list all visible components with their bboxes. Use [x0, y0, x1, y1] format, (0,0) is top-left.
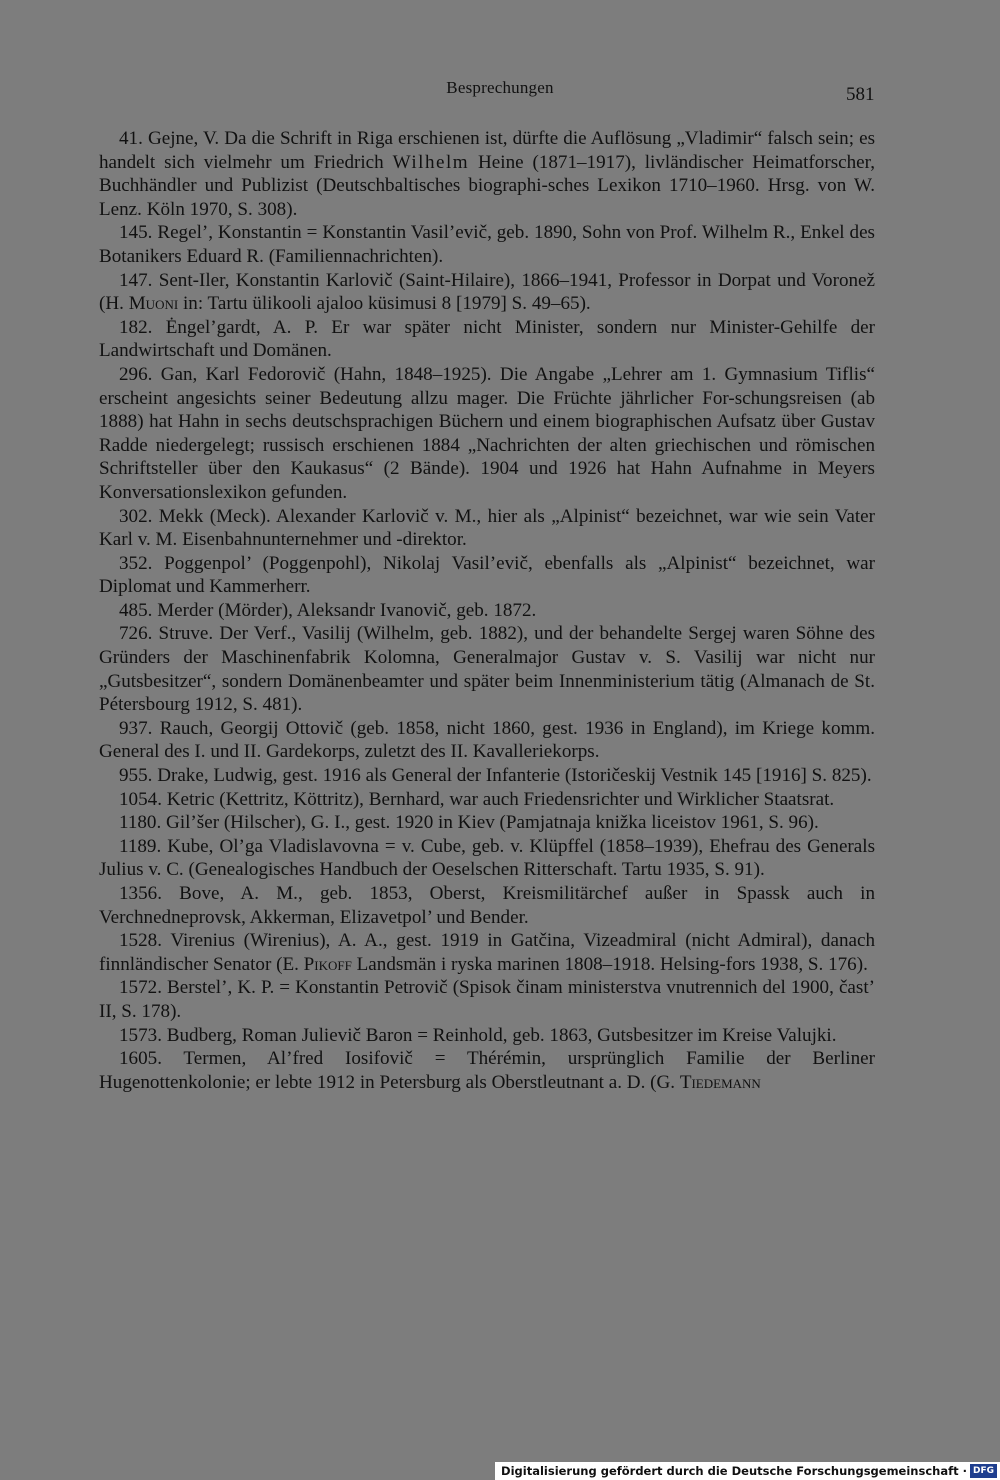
entry-352: 352. Poggenpol’ (Poggenpohl), Nikolaj Vasil’evič, ebenfalls als „Alpinist“ bezeichnet, war Diplomat und Kammerherr.: [99, 552, 875, 598]
page-number: 581: [846, 84, 875, 105]
entry-1528: [99, 929, 875, 976]
running-header: Besprechungen: [446, 78, 554, 97]
entry-text: Heine (1871–1917), livländischer Heimatforscher, Buchhändler und Publizist (Deutschbaltisches biographi-sches Lexikon 1710–1960. Hrsg. von W. Lenz. Köln 1970, S. 308).: [99, 151, 875, 220]
footer-text: Digitalisierung gefördert durch die Deutsche Forschungsgemeinschaft ·: [501, 1464, 967, 1478]
entry-author-name: Pikoff: [303, 953, 352, 975]
entry-147: [99, 269, 875, 316]
entry-text: in: Tartu ülikooli ajaloo küsimusi 8 [1979] S. 49–65).: [178, 293, 591, 315]
entry-1180: 1180. Gil’šer (Hilscher), G. I., gest. 1920 in Kiev (Pamjatnaja knižka liceistov 1961, S. 96).: [119, 812, 819, 834]
entry-1054: 1054. Ketric (Kettritz, Köttritz), Bernhard, war auch Friedensrichter und Wirklicher Staatsrat.: [119, 788, 835, 810]
entry-spaced-name: Wilhelm: [392, 151, 470, 173]
entry-1605: [99, 1047, 875, 1094]
entry-955: 955. Drake, Ludwig, gest. 1916 als General der Infanterie (Istoričeskij Vestnik 145 [1916] S. 825).: [119, 765, 872, 787]
entry-937: 937. Rauch, Georgij Ottovič (geb. 1858, nicht 1860, gest. 1936 in England), im Kriege komm. General des I. und II. Gardekorps, zuletzt des II. Kavalleriekorps.: [99, 717, 875, 763]
entry-302: 302. Mekk (Meck). Alexander Karlovič v. M., hier als „Alpinist“ bezeichnet, war wie sein Vater Karl v. M. Eisenbahnunternehmer und -direktor.: [99, 505, 875, 551]
entry-1356: 1356. Bove, A. M., geb. 1853, Oberst, Kreismilitärchef außer in Spassk auch in Verchnedneprovsk, Akkerman, Elizavetpol’ und Bender.: [99, 883, 875, 928]
entry-182: 182. Ėngel’gardt, A. P. Er war später nicht Minister, sondern nur Minister-Gehilfe der Landwirtschaft und Domänen.: [99, 316, 875, 362]
entry-1572: 1572. Berstel’, K. P. = Konstantin Petrovič (Spisok činam ministerstva vnutrennich del 1900, čast’ II, S. 178).: [99, 977, 875, 1022]
entry-1573: 1573. Budberg, Roman Julievič Baron = Reinhold, geb. 1863, Gutsbesitzer im Kreise Valujki.: [119, 1024, 837, 1046]
dfg-logo: DFG: [970, 1464, 997, 1478]
body-text: [99, 127, 875, 1094]
dfg-footer: [495, 1462, 1000, 1480]
entry-text: 1605. Termen, Al’fred Iosifovič = Thérémin, ursprünglich Familie der Berliner Hugenottenkolonie; er lebte 1912 in Petersburg als Oberstleutnant a. D. (G.: [99, 1048, 875, 1093]
entry-author-name: Tiedemann: [679, 1071, 761, 1093]
entry-145: 145. Regel’, Konstantin = Konstantin Vasil’evič, geb. 1890, Sohn von Prof. Wilhelm R., Enkel des Botanikers Eduard R. (Familiennachrichten).: [99, 222, 875, 267]
entry-text: Landsmän i ryska marinen 1808–1918. Helsing-fors 1938, S. 176).: [351, 953, 868, 975]
entry-text: 147. Sent-Iler, Konstantin Karlovič (Saint-Hilaire), 1866–1941, Professor in Dorpat und Voronež (H.: [99, 269, 875, 315]
entry-726: 726. Struve. Der Verf., Vasilij (Wilhelm, geb. 1882), und der behandelte Sergej waren Söhne des Gründers der Maschinenfabrik Kolomna, Generalmajor Gustav v. S. Vasilij war nicht nur „Gutsbesitzer“, sondern Domänenbeamter und später beim Innenministerium tätig (Almanach de St. Pétersbourg 1912, S. 481).: [99, 623, 875, 716]
entry-485: 485. Merder (Mörder), Aleksandr Ivanovič, geb. 1872.: [119, 599, 537, 621]
entry-text: 1528. Virenius (Wirenius), A. A., gest. 1919 in Gatčina, Vizeadmiral (nicht Admiral), danach finnländischer Senator (E.: [99, 930, 875, 975]
entry-text: 41. Gejne, V. Da die Schrift in Riga erschienen ist, dürfte die Auflösung „Vladimir“ falsch sein; es handelt sich vielmehr um Friedrich: [99, 128, 875, 173]
entry-296: 296. Gan, Karl Fedorovič (Hahn, 1848–1925). Die Angabe „Lehrer am 1. Gymnasium Tiflis“ erscheint angesichts seiner Bedeutung allzu mager. Die Früchte jährlicher For-schungsreisen (ab 1888) hat Hahn in sechs deutschsprachigen Büchern und einem biographischen Aufsatz über Gustav Radde niedergelegt; russisch erschienen 1884 „Nachrichten der alten griechischen und römischen Schriftsteller über den Kaukasus“ (2 Bände). 1904 und 1926 hat Hahn Aufnahme in Meyers Konversationslexikon gefunden.: [99, 363, 875, 503]
entry-41: [99, 127, 875, 221]
entry-1189: 1189. Kube, Ol’ga Vladislavovna = v. Cube, geb. v. Klüpffel (1858–1939), Ehefrau des Generals Julius v. C. (Genealogisches Handbuch der Oeselschen Ritterschaft. Tartu 1935, S. 91).: [99, 835, 875, 881]
entry-author-name: Muoni: [128, 293, 179, 315]
